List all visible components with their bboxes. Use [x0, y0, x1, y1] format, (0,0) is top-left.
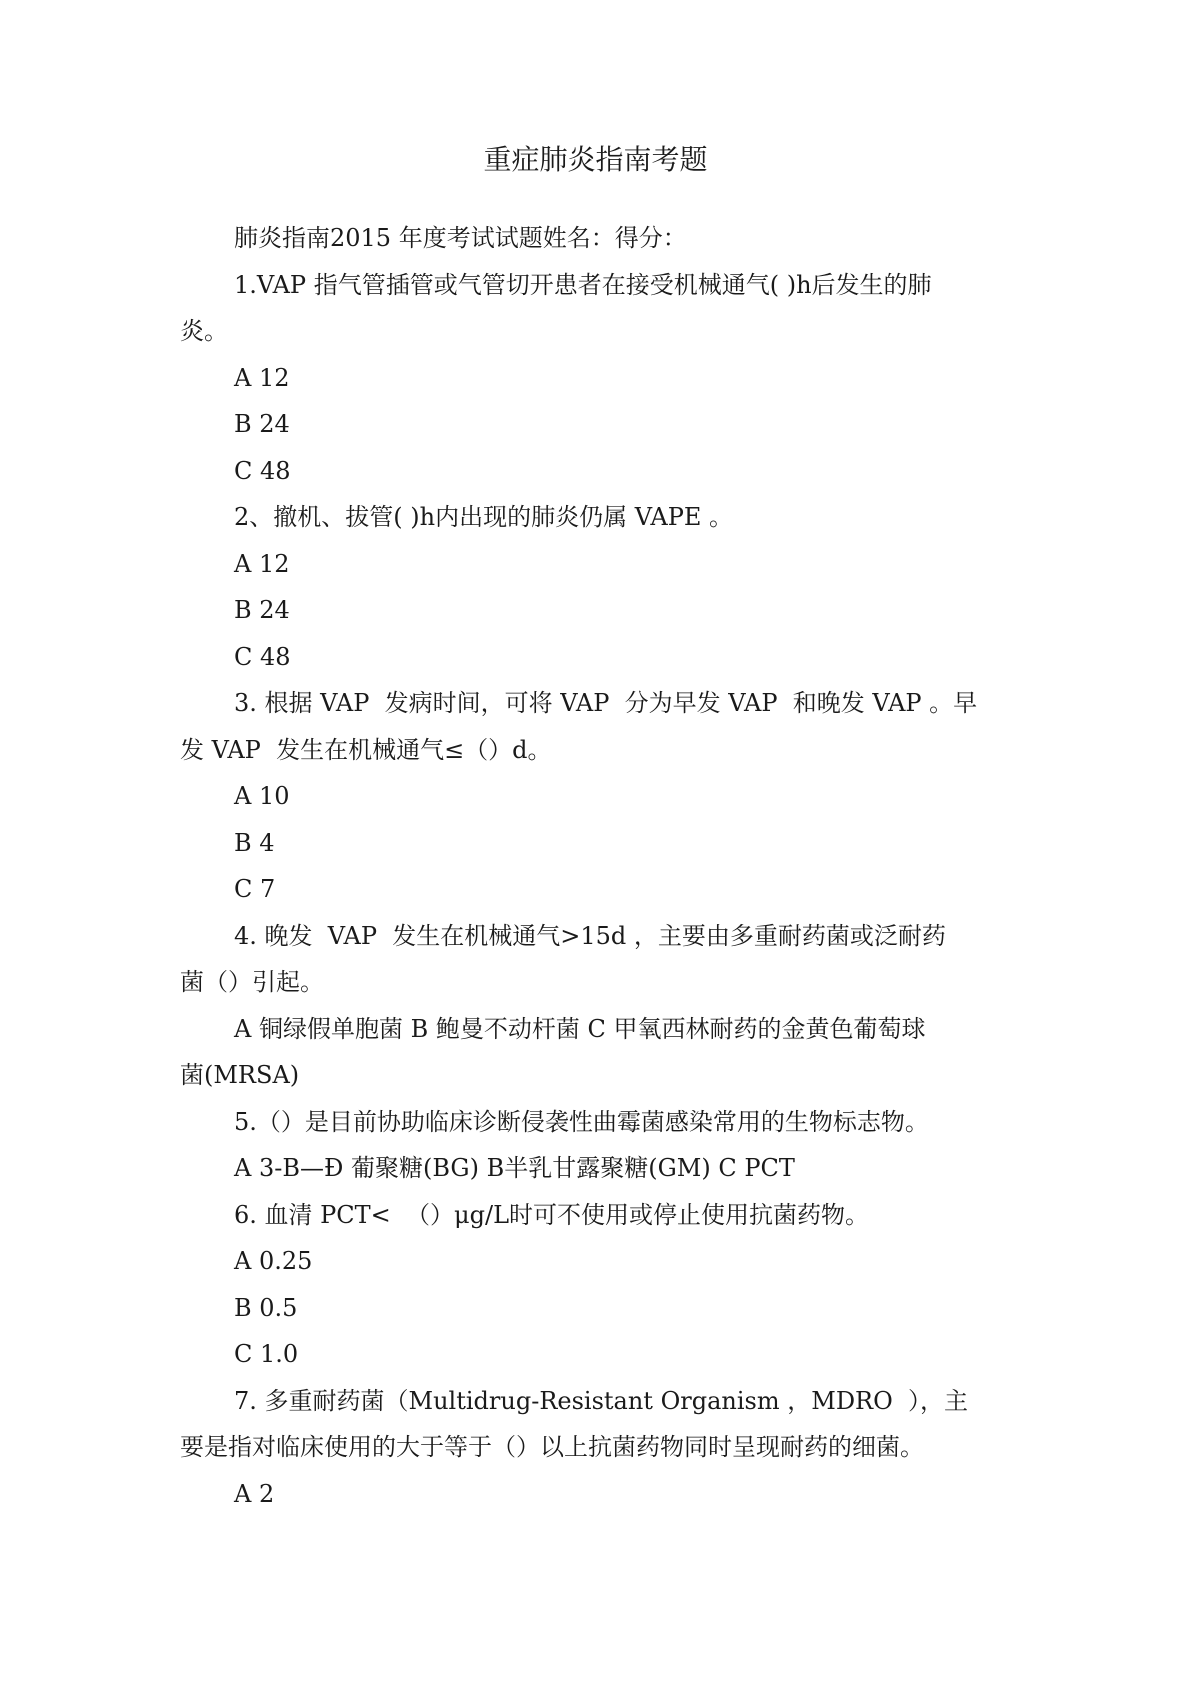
text-line: A 10 [234, 782, 290, 810]
text-line: B 24 [234, 596, 290, 624]
text-line: 要是指对临床使用的大于等于（）以上抗菌药物同时呈现耐药的细菌。 [180, 1433, 924, 1461]
document-body [180, 215, 1010, 1517]
text-line: 菌（）引起。 [180, 968, 324, 996]
text-line: A 12 [234, 363, 290, 392]
text-line: 6. 血清 PCT< （）μg/L时可不使用或停止使用抗菌药物。 [234, 1200, 870, 1229]
text-line: 7. 多重耐药菌（Multidrug-Resistant Organism ，MDRO ），主 [234, 1386, 969, 1415]
text-line: B 4 [234, 828, 275, 857]
text-line: C 7 [234, 875, 276, 903]
text-line: C 48 [234, 456, 291, 485]
text-line: 肺炎指南2015 年度考试试题姓名：得分： [234, 224, 687, 252]
text-line: 发 VAP 发生在机械通气≤（）d。 [180, 735, 552, 764]
text-line: A 12 [234, 549, 290, 578]
text-line: 1.VAP 指气管插管或气管切开患者在接受机械通气( )h后发生的肺 [234, 270, 932, 299]
text-line: A 3-Β—Đ 葡聚糖(BG) B半乳甘露聚糖(GM) C PCT [234, 1154, 795, 1182]
text-line: B 0.5 [234, 1293, 298, 1322]
document-title: 重症肺炎指南考题 [483, 143, 708, 176]
text-line: C 48 [234, 642, 291, 671]
text-line: 炎。 [180, 317, 228, 345]
text-line: B 24 [234, 410, 290, 438]
text-line: 5.（）是目前协助临床诊断侵袭性曲霉菌感染常用的生物标志物。 [234, 1107, 929, 1136]
text-line: A 0.25 [234, 1247, 313, 1275]
text-line: C 1.0 [234, 1340, 299, 1368]
text-line: 2、撤机、拔管( )h内出现的肺炎仍属 VAPE 。 [234, 503, 734, 531]
text-line: 3. 根据 VAP 发病时间，可将 VAP 分为早发 VAP 和晚发 VAP 。早 [234, 689, 978, 717]
text-line: A 铜绿假单胞菌 B 鲍曼不动杆菌 C 甲氧西林耐药的金黄色葡萄球 [234, 1014, 926, 1043]
text-line: 4. 晚发 VAP 发生在机械通气>15d ，主要由多重耐药菌或泛耐药 [234, 921, 946, 950]
text-line: 菌(MRSA) [180, 1061, 300, 1089]
text-line: A 2 [234, 1479, 275, 1508]
